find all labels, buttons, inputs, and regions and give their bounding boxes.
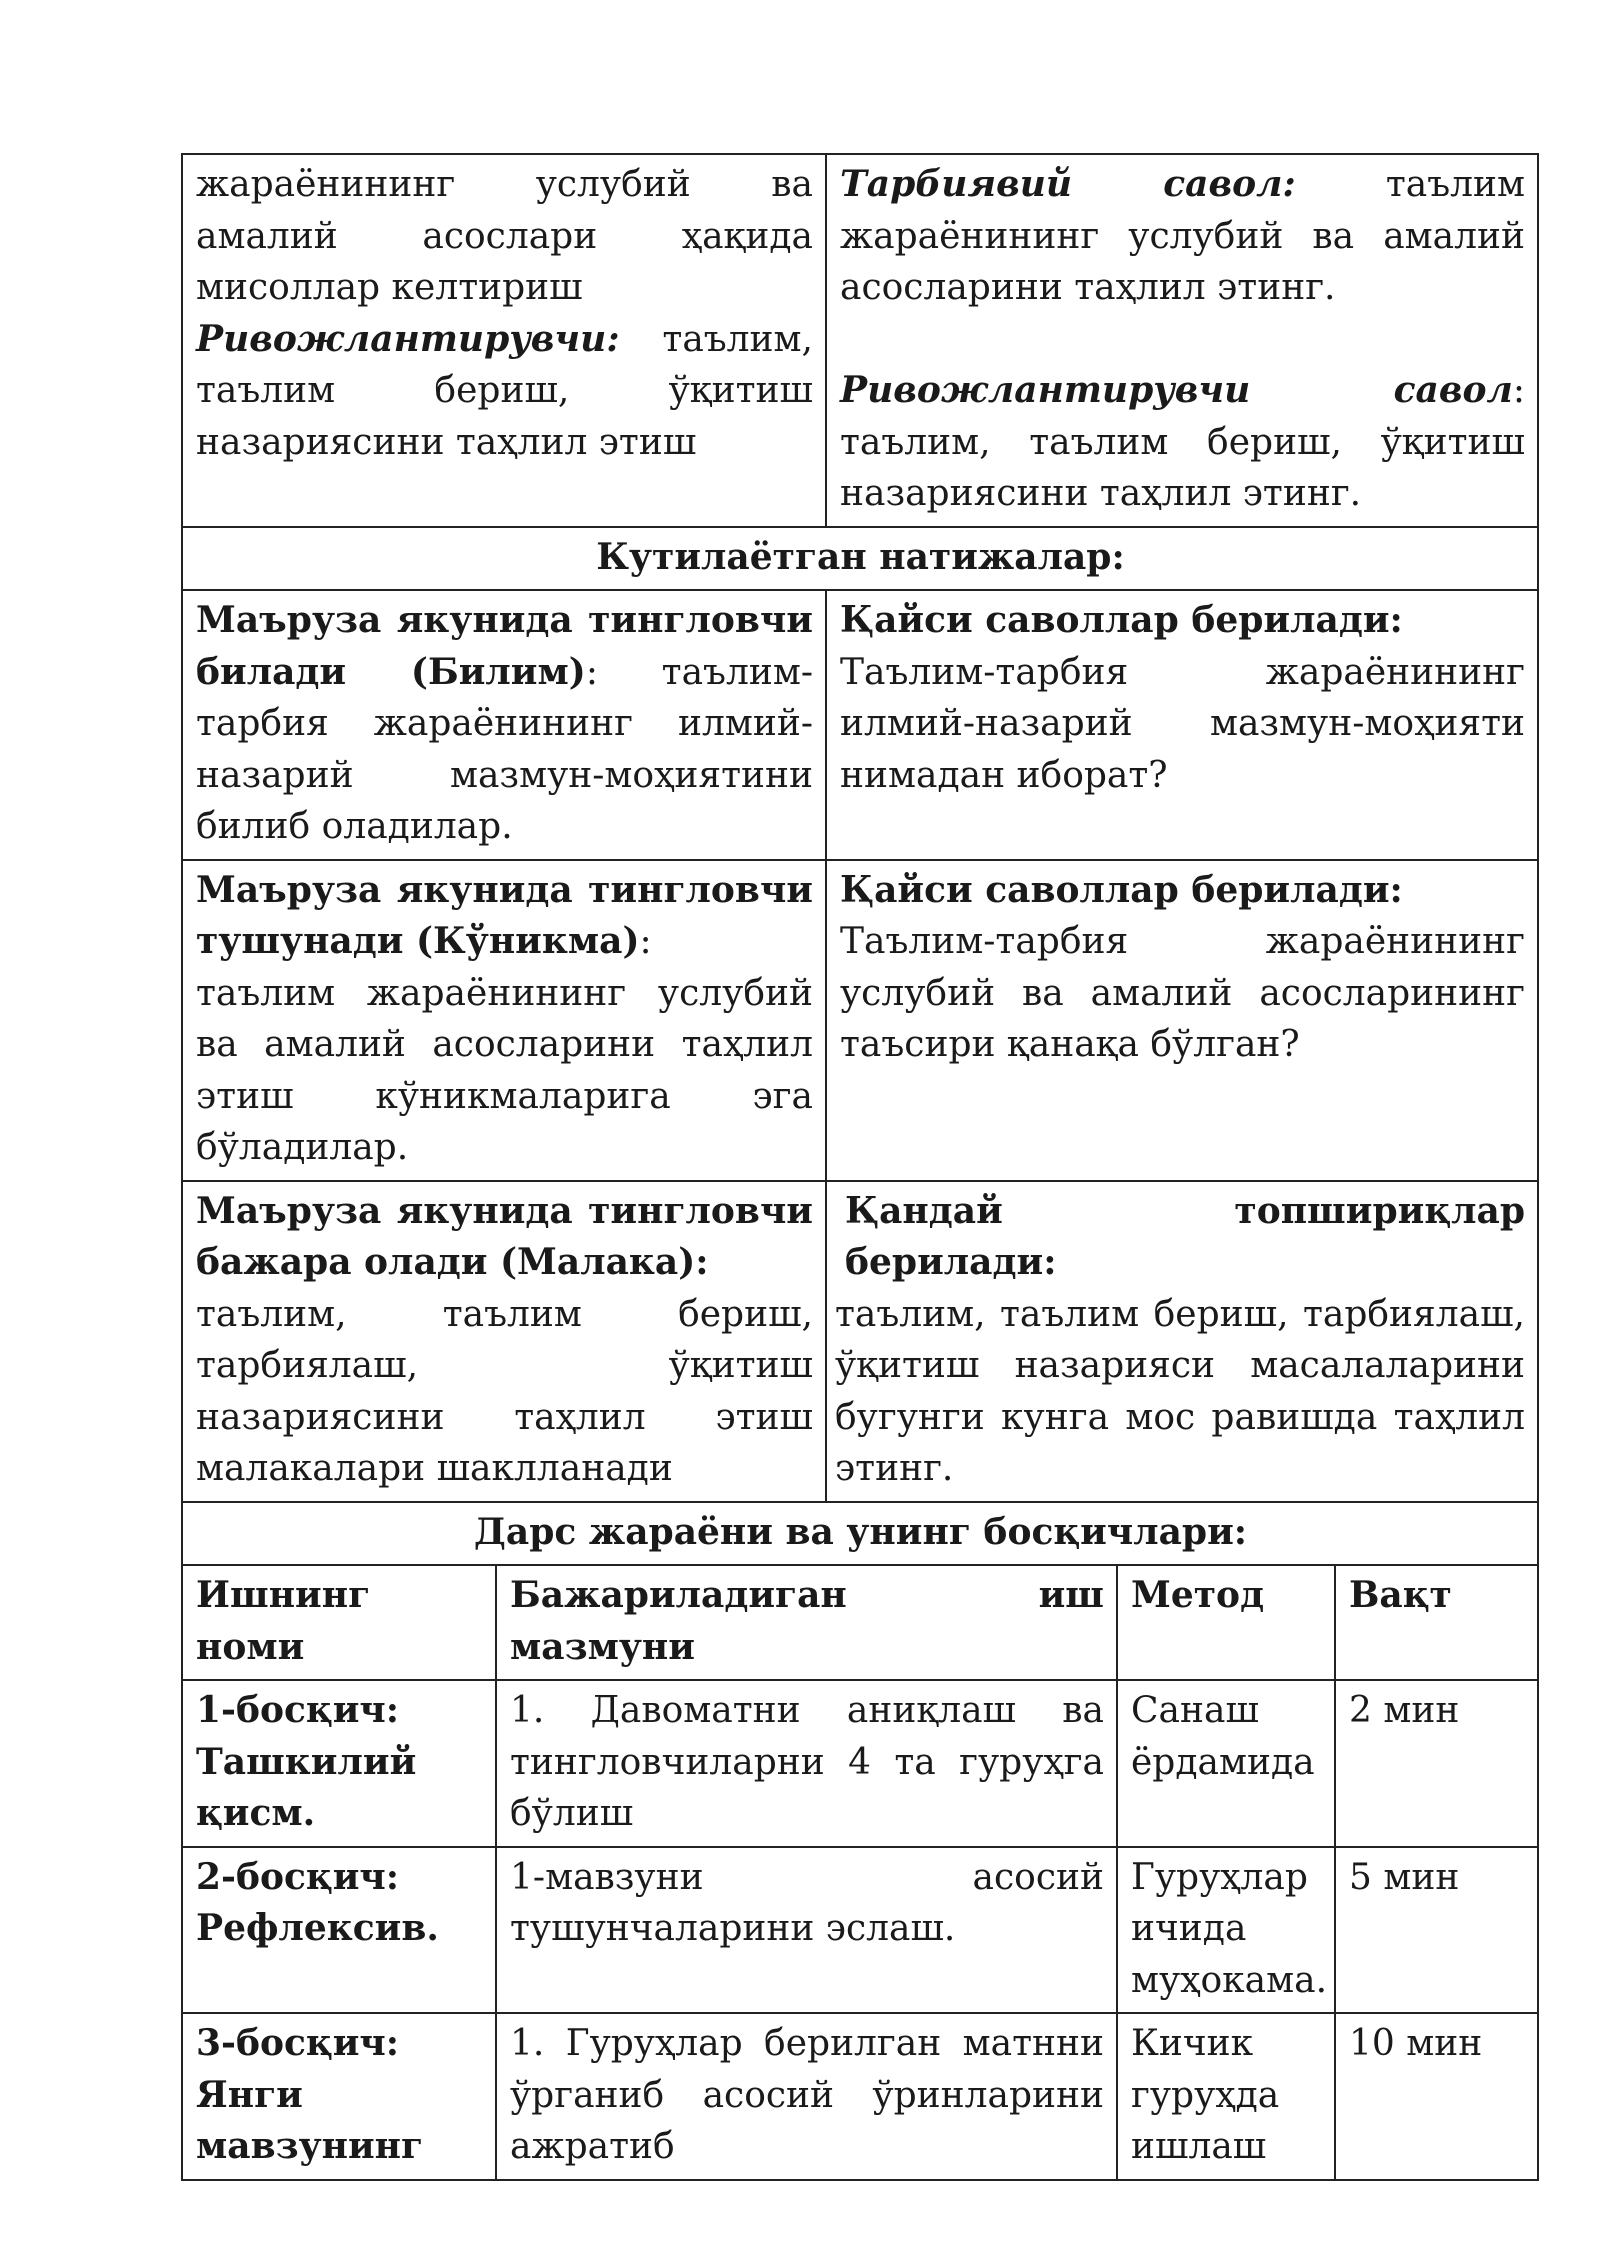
question-title: Қайси саволлар берилади: bbox=[840, 868, 1403, 911]
stage-row bbox=[182, 1680, 1538, 1847]
lesson-plan-table bbox=[181, 153, 1539, 2181]
outcome-knowledge-label: Маъруза якунида тингловчи билади (Билим) bbox=[196, 599, 813, 693]
stage-content: 1. Давоматни аниқлаш ва тингловчиларни 4 та гуруҳга бўлиш bbox=[496, 1680, 1117, 1847]
objective-text: жараёнининг услубий ва амалий асослари ҳақида мисоллар келтириш bbox=[196, 164, 813, 308]
outcome-skill-colon: : bbox=[639, 921, 652, 962]
outcome-row bbox=[182, 1181, 1538, 1502]
outcome-row bbox=[182, 590, 1538, 860]
outcome-competence-label: Маъруза якунида тингловчи бажара олади (Малака): bbox=[196, 1189, 813, 1283]
developmental-objective bbox=[196, 314, 813, 469]
stage-time: 10 мин bbox=[1335, 2013, 1538, 2180]
objectives-left-cell bbox=[182, 154, 826, 527]
stage-name-cell bbox=[182, 1847, 496, 2014]
process-header-row bbox=[182, 1502, 1538, 1566]
stage-content: 1. Гуруҳлар берилган матнни ўрганиб асосий ўринларини ажратиб bbox=[496, 2013, 1117, 2180]
developmental-label: Ривожлантирувчи: bbox=[196, 317, 620, 360]
column-header-row bbox=[182, 1565, 1538, 1680]
outcome-skill-text: таълим жараёнининг услубий ва амалий асосларини таҳлил этиш кўникмаларига эга бўладилар. bbox=[196, 972, 813, 1168]
stage-number: 2-босқич: bbox=[196, 1855, 400, 1898]
outcome-competence-cell bbox=[182, 1181, 826, 1502]
expected-results-header-row bbox=[182, 527, 1538, 591]
outcome-row bbox=[182, 860, 1538, 1181]
stage-method: Кичик гуруҳда ишлаш bbox=[1117, 2013, 1335, 2180]
stage-row bbox=[182, 1847, 1538, 2014]
outcome-competence-task-cell bbox=[826, 1181, 1538, 1502]
stage-method: Санаш ёрдамида bbox=[1117, 1680, 1335, 1847]
col-header-time: Вақт bbox=[1335, 1565, 1538, 1680]
task-title: Қандай топшириқлар берилади: bbox=[845, 1189, 1525, 1283]
outcome-skill-cell bbox=[182, 860, 826, 1181]
question-text: Таълим-тарбия жараёнининг услубий ва амалий асосларининг таъсири қанақа бўлган? bbox=[840, 921, 1525, 1065]
educational-question-label: Тарбиявий савол: bbox=[840, 163, 1296, 205]
stage-name-cell bbox=[182, 2013, 496, 2180]
outcome-skill-question-cell bbox=[826, 860, 1538, 1181]
developmental-question bbox=[840, 365, 1525, 520]
objectives-row bbox=[182, 154, 1538, 527]
stage-content: 1-мавзуни асосий тушунчаларини эслаш. bbox=[496, 1847, 1117, 2014]
objectives-right-cell bbox=[826, 154, 1538, 527]
stage-number: 1-босқич: bbox=[196, 1689, 400, 1731]
question-title: Қайси саволлар берилади: bbox=[840, 599, 1403, 641]
educational-question bbox=[840, 159, 1525, 314]
outcome-knowledge-text: : таълим-тарбия жараёнининг илмий-назарий мазмун-моҳиятини билиб оладилар. bbox=[196, 651, 813, 847]
stage-time: 5 мин bbox=[1335, 1847, 1538, 2014]
col-header-work-name: Ишнинг номи bbox=[182, 1565, 496, 1680]
developmental-question-text: : таълим, таълим бериш, ўқитиш назариясини таҳлил этинг. bbox=[840, 370, 1525, 514]
educational-question-text: таълим жараёнининг услубий ва амалий асосларини таҳлил этинг. bbox=[840, 164, 1525, 308]
outcome-competence-text: таълим, таълим бериш, тарбиялаш, ўқитиш назариясини таҳлил этиш малакалари шаклланади bbox=[196, 1293, 813, 1489]
stage-time: 2 мин bbox=[1335, 1680, 1538, 1847]
task-text: таълим, таълим бериш, тарбиялаш, ўқитиш назарияси масалаларини бугунги кунга мос равишда таҳлил этинг. bbox=[835, 1293, 1525, 1489]
expected-results-header: Кутилаётган натижалар: bbox=[182, 527, 1538, 591]
stage-row bbox=[182, 2013, 1538, 2180]
developmental-question-label: Ривожлантирувчи савол bbox=[840, 369, 1513, 411]
stage-method: Гуруҳлар ичида муҳокама. bbox=[1117, 1847, 1335, 2014]
outcome-knowledge-cell bbox=[182, 590, 826, 860]
stage-title: Рефлексив. bbox=[196, 1907, 439, 1949]
stage-number: 3-босқич: bbox=[196, 2022, 400, 2064]
col-header-method: Метод bbox=[1117, 1565, 1335, 1680]
outcome-skill-label: Маъруза якунида тингловчи тушунади (Кўникма) bbox=[196, 868, 813, 962]
developmental-text: таълим, таълим бериш, ўқитиш назариясини таҳлил этиш bbox=[196, 318, 813, 463]
process-header: Дарс жараёни ва унинг босқичлари: bbox=[182, 1502, 1538, 1566]
col-header-content: Бажариладиган иш мазмуни bbox=[496, 1565, 1117, 1680]
stage-title: Ташкилий қисм. bbox=[196, 1740, 417, 1834]
outcome-knowledge-question-cell bbox=[826, 590, 1538, 860]
stage-title: Янги мавзунинг bbox=[196, 2073, 424, 2167]
stage-name-cell bbox=[182, 1680, 496, 1847]
question-text: Таълим-тарбия жараёнининг илмий-назарий мазмун-моҳияти нимадан иборат? bbox=[840, 651, 1525, 796]
